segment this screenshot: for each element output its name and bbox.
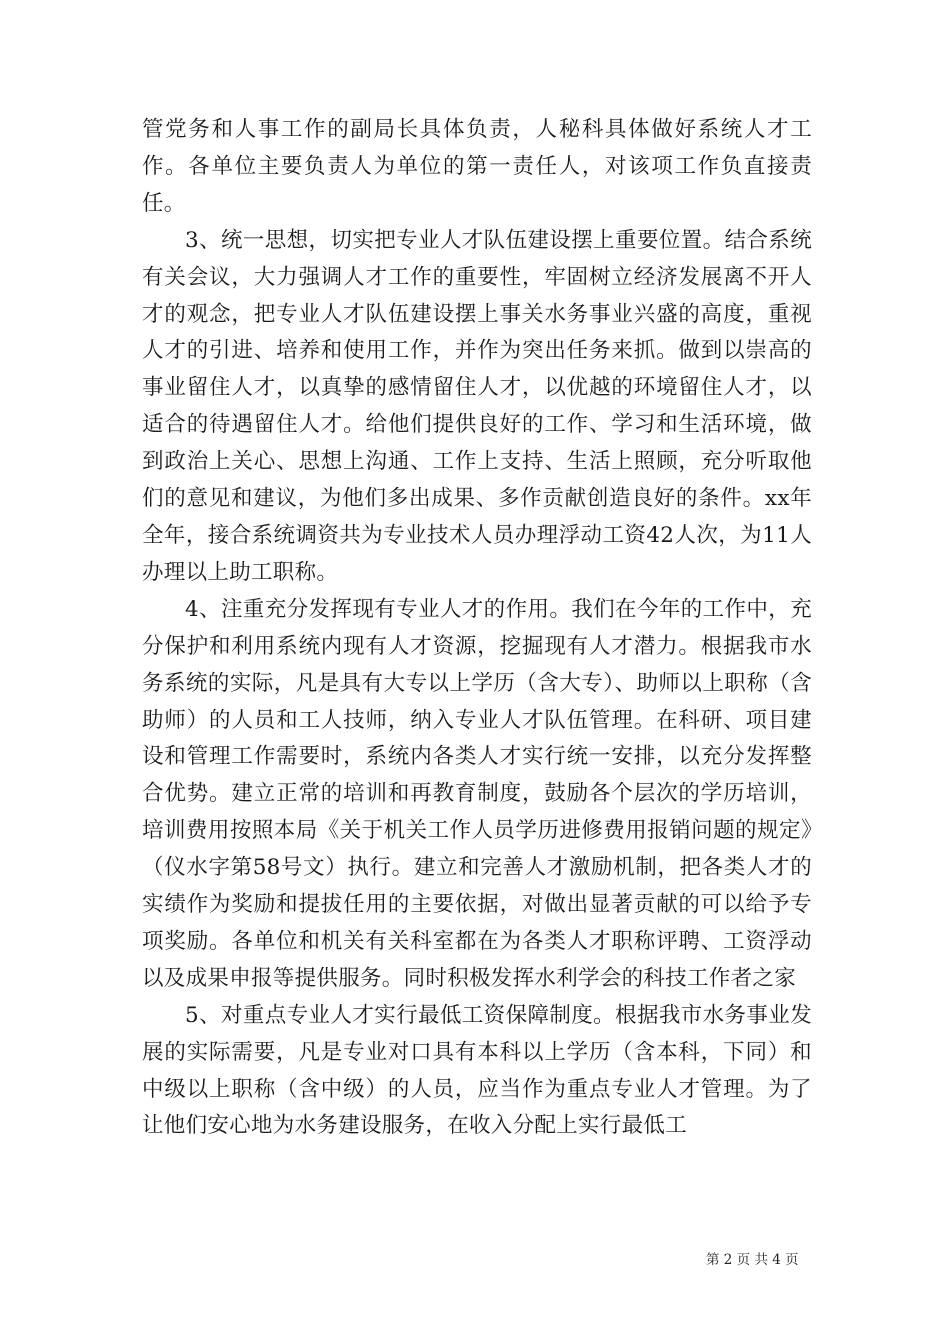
paragraph-5: 5、对重点专业人才实行最低工资保障制度。根据我市水务事业发展的实际需要，凡是专业对口具有本科以上学历（含本科，下同）和中级以上职称（含中级）的人员，应当作为重点专业人才管理。为了让他们安心地为水务建设服务，在收入分配上实行最低工 — [142, 1002, 812, 1139]
document-body — [142, 112, 812, 1145]
paragraph-4: 4、注重充分发挥现有专业人才的作用。我们在今年的工作中，充分保护和利用系统内现有人才资源，挖掘现有人才潜力。根据我市水务系统的实际，凡是具有大专以上学历（含大专）、助师以上职称（含助师）的人员和工人技师，纳入专业人才队伍管理。在科研、项目建设和管理工作需要时，系统内各类人才实行统一安排，以充分发挥整合优势。建立正常的培训和再教育制度，鼓励各个层次的学历培训，培训费用按照本局《关于机关工作人员学历进修费用报销问题的规定》（仪水字第58号文）执行。建立和完善人才激励机制，把各类人才的实绩作为奖励和提拔任用的主要依据，对做出显著贡献的可以给予专项奖励。各单位和机关有关科室都在为各类人才职称评聘、工资浮动以及成果申报等提供服务。同时积极发挥水利学会的科技工作者之家 — [142, 596, 812, 991]
page-number: 第 2 页 共 4 页 — [706, 1252, 799, 1268]
paragraph-3: 3、统一思想，切实把专业人才队伍建设摆上重要位置。结合系统有关会议，大力强调人才工作的重要性，牢固树立经济发展离不开人才的观念，把专业人才队伍建设摆上事关水务事业兴盛的高度，重视人才的引进、培养和使用工作，并作为突出任务来抓。做到以崇高的事业留住人才，以真挚的感情留住人才，以优越的环境留住人才，以适合的待遇留住人才。给他们提供良好的工作、学习和生活环境，做到政治上关心、思想上沟通、工作上支持、生活上照顾，充分听取他们的意见和建议，为他们多出成果、多作贡献创造良好的条件。xx年全年，接合系统调资共为专业技术人员办理浮动工资42人次，为11人办理以上助工职称。 — [142, 227, 812, 585]
paragraph-continued: 管党务和人事工作的副局长具体负责，人秘科具体做好系统人才工作。各单位主要负责人为单位的第一责任人，对该项工作负直接责任。 — [142, 117, 812, 216]
